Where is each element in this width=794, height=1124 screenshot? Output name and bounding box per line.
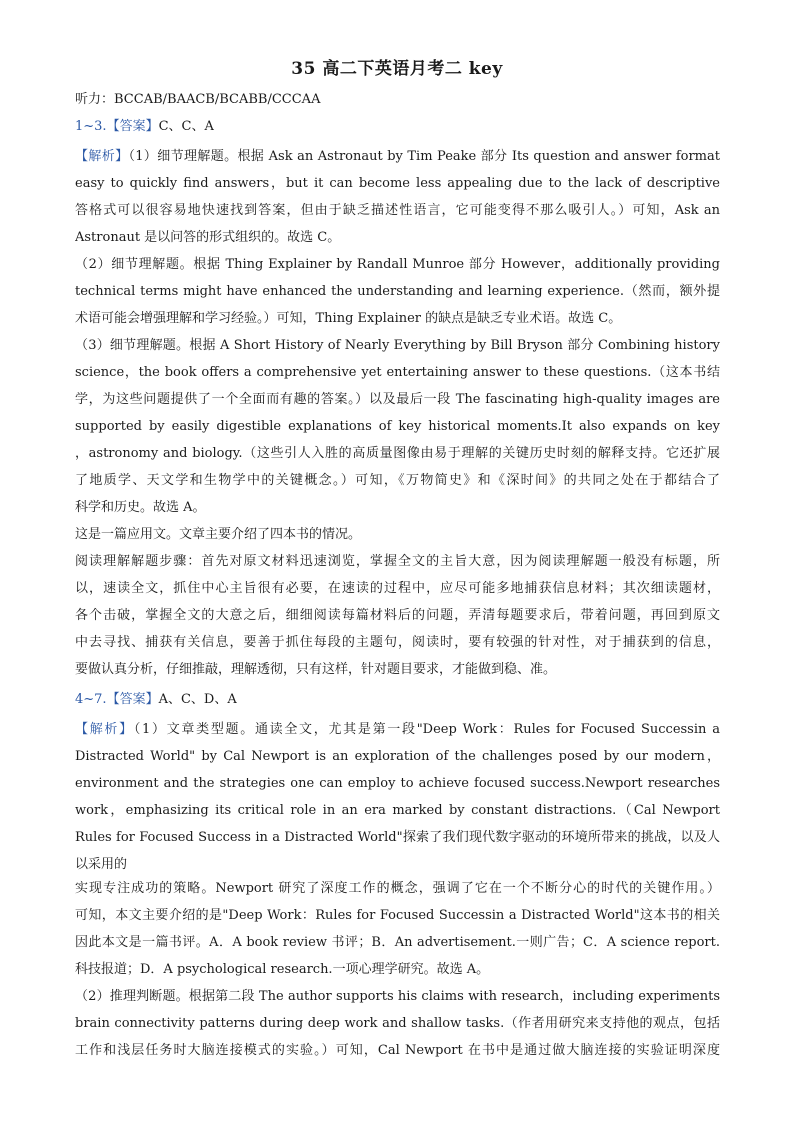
section-label: 4~7.【答案】 xyxy=(75,692,159,707)
page-title: 35 高二下英语月考二 key xyxy=(291,59,503,79)
text-line xyxy=(75,336,720,356)
line-text: （2）细节理解题。根据 Thing Explainer by Randall Munroe 部分 However，additionally providing xyxy=(75,257,720,272)
text-line xyxy=(75,552,720,572)
line-text: 以采用的 xyxy=(75,857,128,872)
line-text: 中去寻找、捕获有关信息，要善于抓住每段的主题句，阅读时，要有较强的针对性，对于捕获到的信息， xyxy=(75,635,720,650)
line-text: 这是一篇应用文。文章主要介绍了四本书的情况。 xyxy=(75,527,362,542)
line-text: 要做认真分析，仔细推敲，理解透彻，只有这样，针对题目要求，才能做到稳、准。 xyxy=(75,662,557,677)
line-text: technical terms might have enhanced the understanding and learning experience.（然而，额外提 xyxy=(75,284,720,299)
text-line xyxy=(75,1014,720,1034)
line-text: 了地质学、天文学和生物学中的关键概念。）可知，《万物简史》和《深时间》的共同之处在于都结合了 xyxy=(75,473,720,488)
text-line xyxy=(75,471,720,491)
line-text: 因此本文是一篇书评。A．A book review 书评；B．An advertisement.一则广告；C．A science report. xyxy=(75,935,720,950)
line-text: （1）细节理解题。根据 Ask an Astronaut by Tim Peake 部分 Its question and answer format xyxy=(128,149,720,164)
line-text: Astronaut 是以问答的形式组织的。故选 C。 xyxy=(75,230,341,245)
line-text: Distracted World" by Cal Newport is an exploration of the challenges posed by our modern， xyxy=(75,749,720,764)
text-line xyxy=(75,525,720,545)
section-label: 【解析】 xyxy=(75,149,129,164)
text-line xyxy=(75,660,720,680)
text-line xyxy=(75,987,720,1007)
text-line xyxy=(75,147,720,167)
line-text: work，emphasizing its critical role in an era marked by constant distractions.（Cal Newport xyxy=(75,803,720,818)
text-line xyxy=(75,201,720,221)
text-line xyxy=(75,228,720,248)
text-line xyxy=(75,498,720,518)
line-text: science，the book offers a comprehensive yet entertaining answer to these questions.（这本书结 xyxy=(75,365,720,380)
text-line xyxy=(75,828,720,848)
text-line xyxy=(75,1041,720,1061)
text-line xyxy=(75,960,720,980)
line-text: ，astronomy and biology.（这些引人入胜的高质量图像由易于理解的关键历史时刻的解释支持。它还扩展 xyxy=(75,446,720,461)
line-text: （1）文章类型题。通读全文，尤其是第一段"Deep Work：Rules for Focused Successin a xyxy=(133,722,720,737)
text-line xyxy=(75,282,720,302)
line-text: 工作和浅层任务时大脑连接模式的实验。）可知，Cal Newport 在书中是通过做大脑连接的实验证明深度 xyxy=(75,1043,720,1058)
text-line xyxy=(75,690,720,710)
text-line xyxy=(75,363,720,383)
text-line xyxy=(75,255,720,275)
answer-value: C、C、A xyxy=(158,119,214,134)
listening-answers: 听力：BCCAB/BAACB/BCABB/CCCAA xyxy=(75,92,321,107)
line-text: A、C、D、A xyxy=(158,692,237,707)
line-text: 以，速读全文，抓住中心主旨很有必要，在速读的过程中，应尽可能多地捕获信息材料；其次细读题材， xyxy=(75,581,720,596)
text-line xyxy=(75,933,720,953)
line-text: 术语可能会增强理解和学习经验。）可知，Thing Explainer 的缺点是缺乏专业术语。故选 C。 xyxy=(75,311,622,326)
text-line xyxy=(75,309,720,329)
line-text: 实现专注成功的策略。Newport 研究了深度工作的概念，强调了它在一个不断分心的时代的关键作用。） xyxy=(75,881,720,896)
line-text: brain connectivity patterns during deep work and shallow tasks.（作者用研究来支持他的观点，包括 xyxy=(75,1016,720,1031)
answer-label: 1~3.【答案】 xyxy=(75,119,159,134)
line-text: 各个击破，掌握全文的大意之后，细细阅读每篇材料后的问题，弄清每题要求后，带着问题，再回到原文 xyxy=(75,608,720,623)
line-text: （3）细节理解题。根据 A Short History of Nearly Everything by Bill Bryson 部分 Combining history xyxy=(75,338,720,353)
line-text: Rules for Focused Success in a Distracted World"探索了我们现代数字驱动的环境所带来的挑战，以及人 xyxy=(75,830,720,845)
text-line xyxy=(75,579,720,599)
text-line xyxy=(75,747,720,767)
line-text: （2）推理判断题。根据第二段 The author supports his claims with research，including experiments xyxy=(75,989,720,1004)
text-line xyxy=(75,879,720,899)
text-line xyxy=(75,444,720,464)
text-line xyxy=(75,633,720,653)
line-text: easy to quickly find answers，but it can become less appealing due to the lack of descriptive xyxy=(75,176,720,191)
section-label: 【解析】 xyxy=(75,722,134,737)
text-line xyxy=(75,606,720,626)
text-line xyxy=(75,720,720,740)
text-line xyxy=(75,417,720,437)
line-text: 科学和历史。故选 A。 xyxy=(75,500,206,515)
answer-1-3 xyxy=(75,117,720,137)
line-text: 可知，本文主要介绍的是"Deep Work：Rules for Focused Successin a Distracted World"这本书的相关 xyxy=(75,908,720,923)
line-text: 阅读理解解题步骤：首先对原文材料迅速浏览，掌握全文的主旨大意，因为阅读理解题一般没有标题，所 xyxy=(75,554,720,569)
line-text: environment and the strategies one can employ to achieve focused success.Newport researches xyxy=(75,776,720,791)
text-line xyxy=(75,801,720,821)
line-text: 答格式可以很容易地快速找到答案，但由于缺乏描述性语言，它可能变得不那么吸引人。）可知，Ask an xyxy=(75,203,720,218)
text-line xyxy=(75,855,720,875)
line-text: 科技报道；D．A psychological research.一项心理学研究。故选 A。 xyxy=(75,962,490,977)
line-text: supported by easily digestible explanations of key historical moments.It also expands on key xyxy=(75,419,720,434)
text-line xyxy=(75,906,720,926)
text-line xyxy=(75,390,720,410)
text-line xyxy=(75,174,720,194)
text-line xyxy=(75,774,720,794)
line-text: 学，为这些问题提供了一个全面而有趣的答案。）以及最后一段 The fascinating high-quality images are xyxy=(75,392,720,407)
